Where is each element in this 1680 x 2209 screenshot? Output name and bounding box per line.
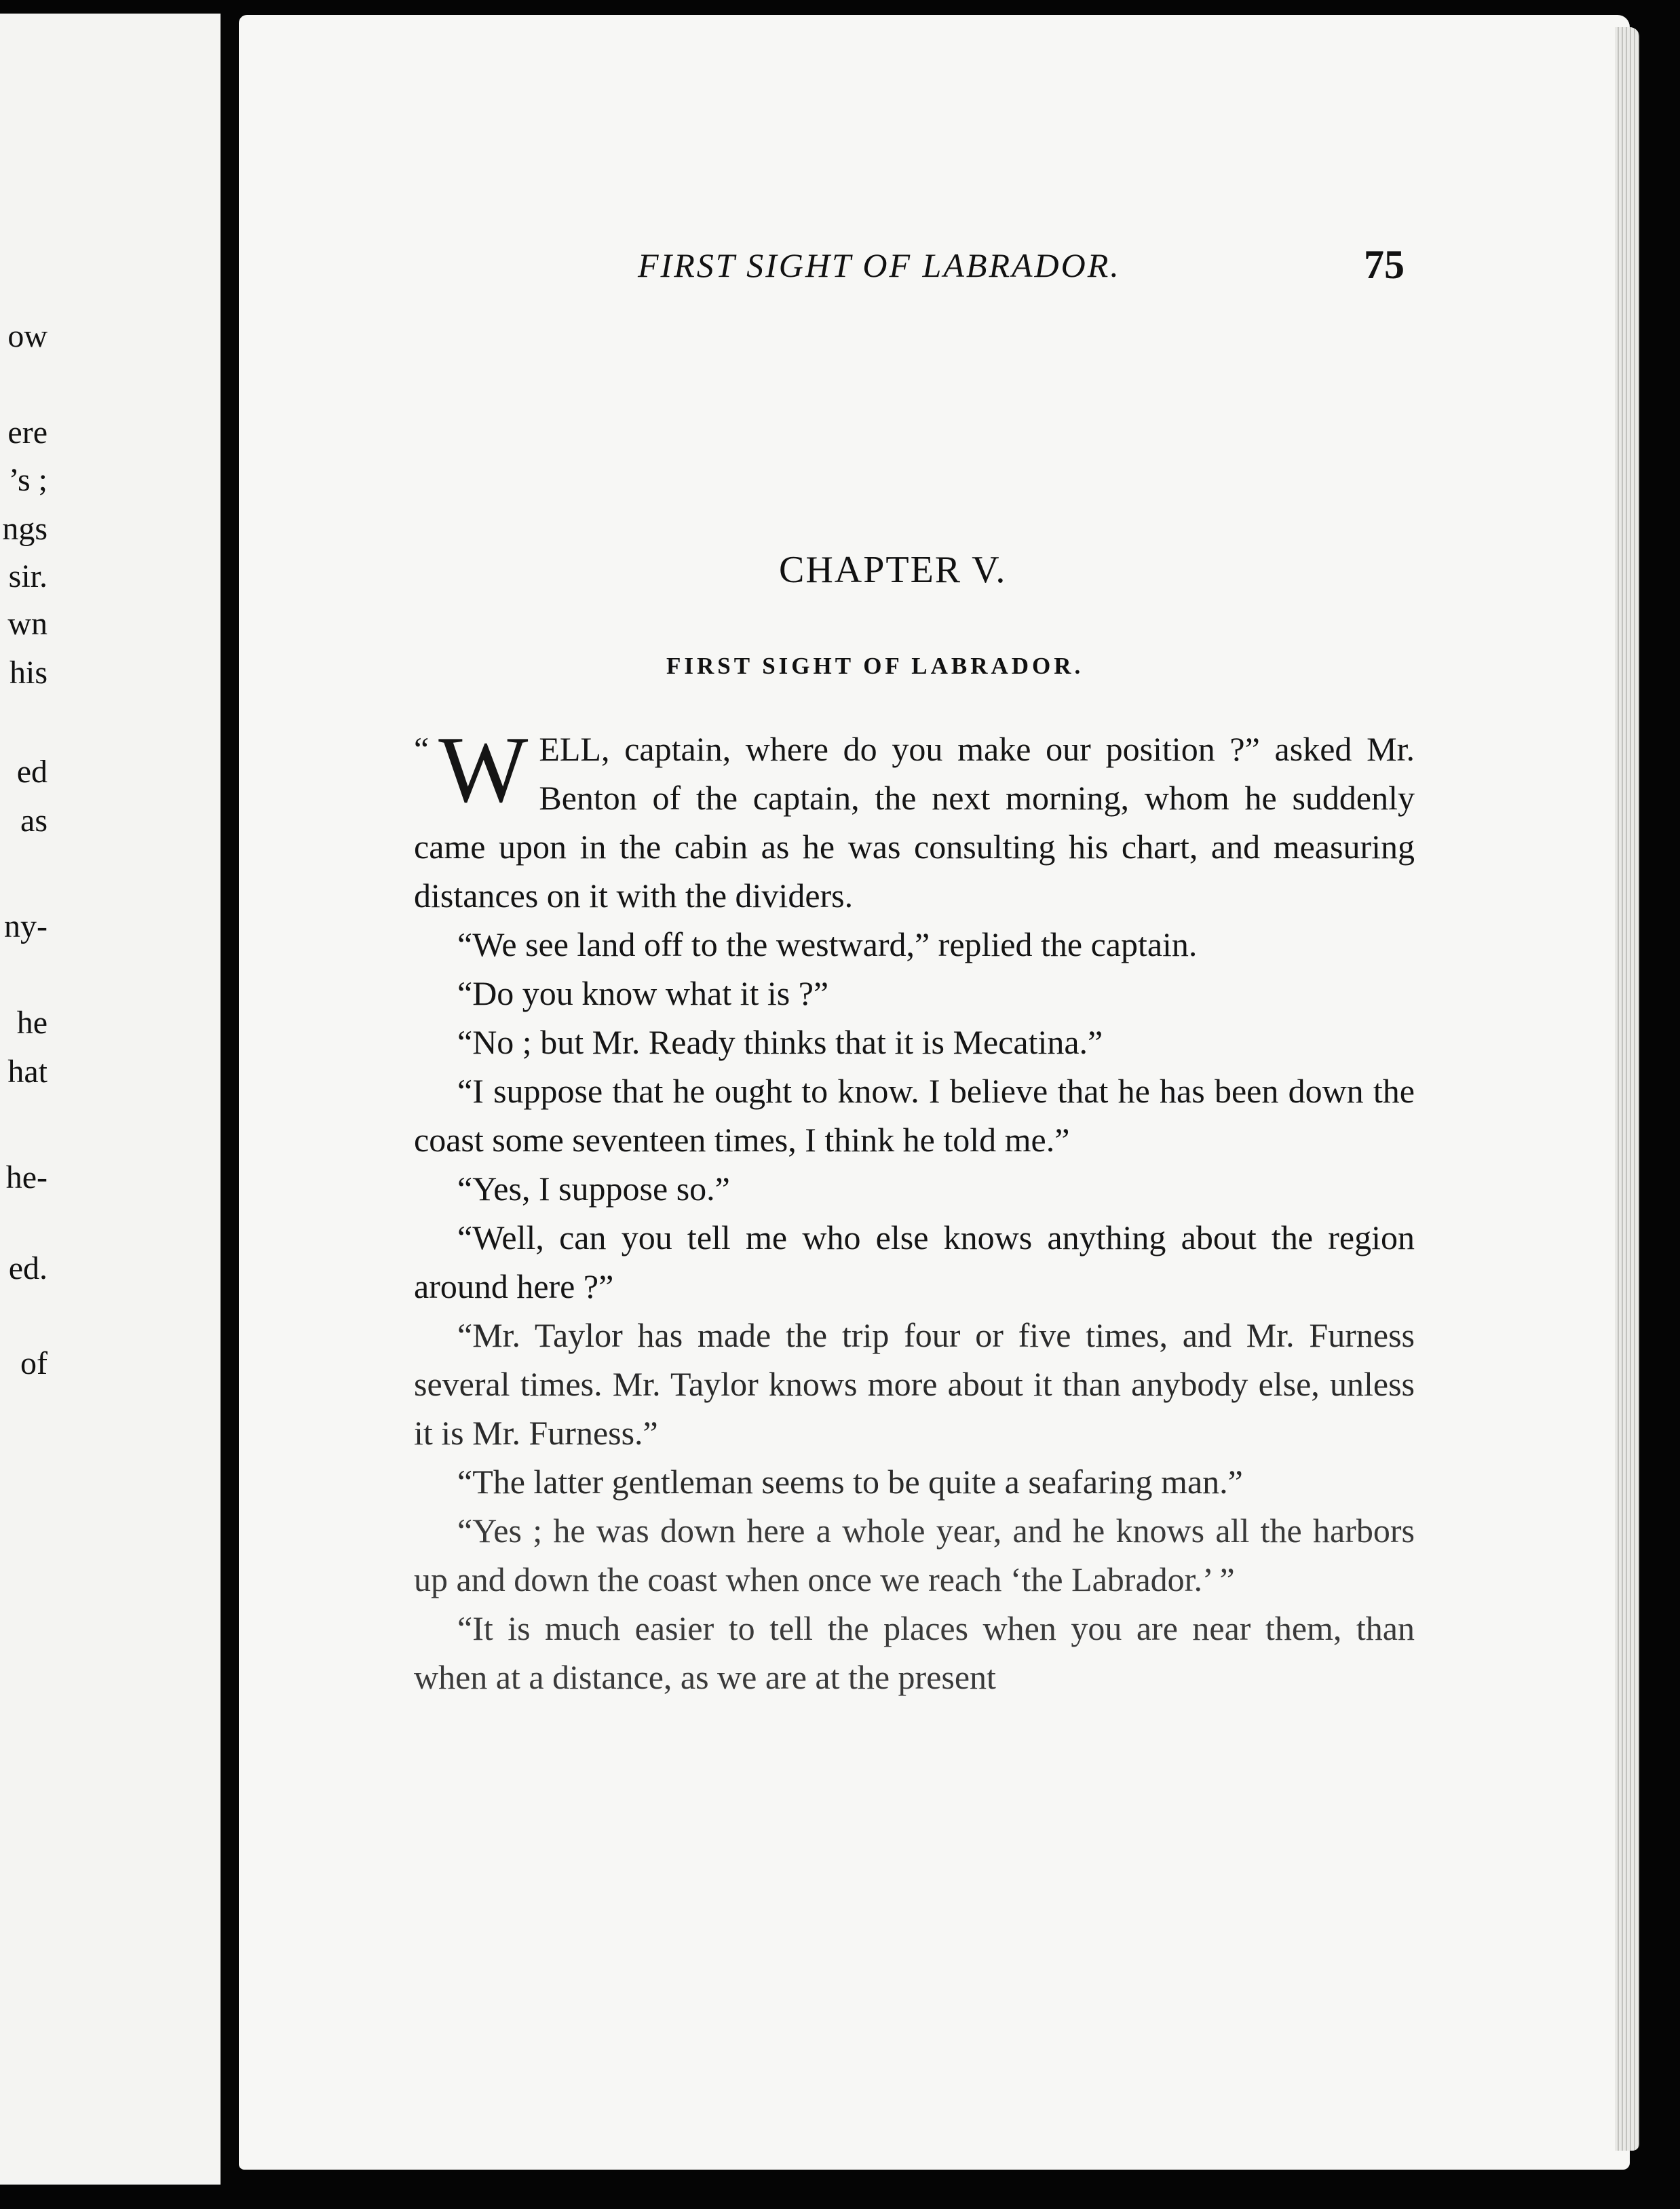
running-head: FIRST SIGHT OF LABRADOR.: [638, 246, 1121, 284]
left-page-fragment: ny-: [4, 908, 47, 944]
opening-quote-mark: “: [414, 730, 429, 768]
left-facing-page: [0, 14, 221, 2185]
paragraph: “Do you know what it is ?”: [457, 974, 829, 1012]
left-page-fragment: ed: [16, 754, 47, 790]
left-page-fragment: hat: [7, 1054, 47, 1090]
left-page-fragment: as: [20, 803, 47, 839]
drop-cap: W: [438, 717, 529, 822]
left-page-fragment: ere: [7, 415, 47, 450]
first-paragraph: [414, 717, 1415, 920]
left-page-fragment: his: [9, 655, 47, 691]
chapter-subtitle: FIRST SIGHT OF LABRADOR.: [666, 653, 1084, 679]
left-page-fragment: ow: [7, 318, 47, 354]
left-page-fragment: wn: [7, 606, 47, 642]
left-page-fragment: he: [16, 1005, 47, 1041]
left-page-fragment: sir.: [8, 558, 47, 594]
left-page-fragment: ’s ;: [8, 462, 47, 498]
paragraph: “No ; but Mr. Ready thinks that it is Mecatina.”: [457, 1023, 1103, 1061]
paragraph: “Yes, I suppose so.”: [457, 1170, 730, 1208]
left-page-fragment: he-: [5, 1159, 47, 1195]
paragraph: “It is much easier to tell the places when you are near them, than when at a distance, as we are at the present: [414, 1609, 1415, 1696]
page-number: 75: [1364, 242, 1405, 287]
paragraph: “We see land off to the westward,” replied the captain.: [457, 925, 1198, 963]
body-text: [414, 717, 1415, 1702]
first-paragraph-text: ELL, captain, where do you make our position ?” asked Mr. Benton of the captain, the next morning, whom he suddenly came upon in the cabin as he was consulting his chart, and measuring distances on it with the dividers.: [414, 730, 1415, 915]
left-page-fragment: of: [20, 1345, 47, 1381]
left-page-fragment: ed.: [8, 1250, 47, 1286]
page-edges: [1615, 27, 1639, 2151]
chapter-title: CHAPTER V.: [779, 549, 1007, 591]
paragraph: “I suppose that he ought to know. I believe that he has been down the coast some seventeen times, I think he told me.”: [414, 1072, 1415, 1159]
paragraph: “The latter gentleman seems to be quite a seafaring man.”: [457, 1463, 1243, 1501]
book-gutter: [221, 0, 240, 2209]
paragraph: “Well, can you tell me who else knows anything about the region around here ?”: [414, 1218, 1415, 1305]
paragraph: “Yes ; he was down here a whole year, and he knows all the harbors up and down the coast when once we reach ‘the Labrador.’ ”: [414, 1512, 1415, 1598]
left-page-fragment: ngs: [2, 511, 47, 547]
paragraph: “Mr. Taylor has made the trip four or five times, and Mr. Furness several times. Mr. Taylor knows more about it than anybody else, unless it is Mr. Furness.”: [414, 1316, 1415, 1452]
